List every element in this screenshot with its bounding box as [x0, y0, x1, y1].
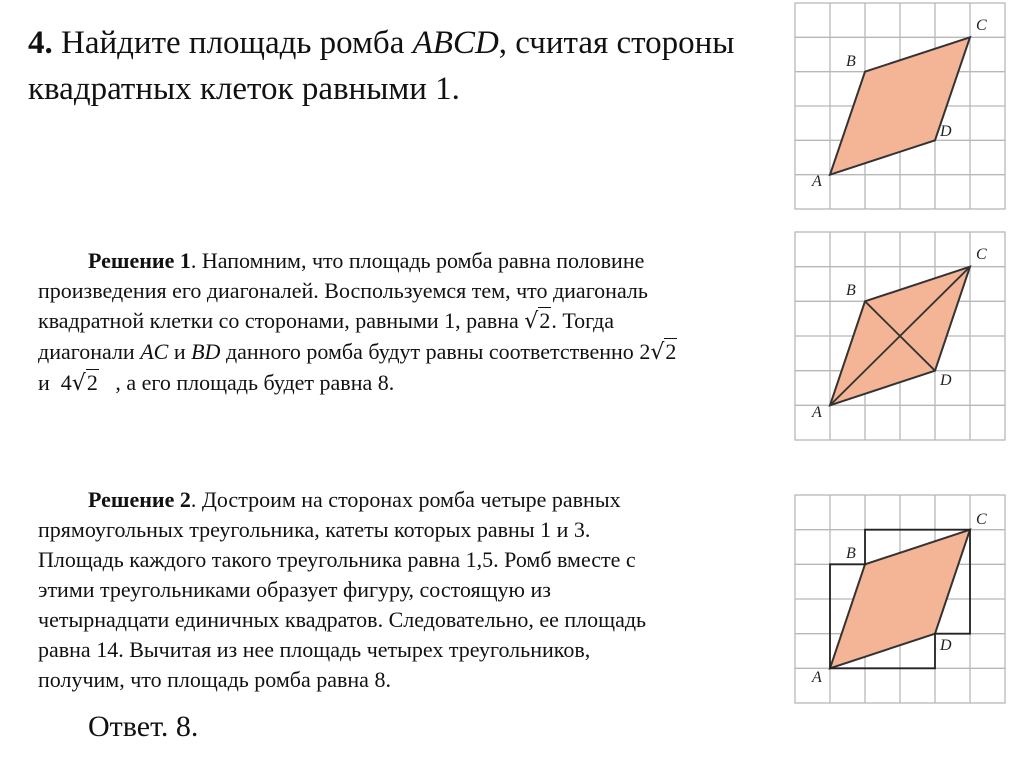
solution-2-line7: получим, что площадь ромба равна 8. — [38, 667, 391, 692]
vertex-label-a: A — [812, 669, 822, 686]
diagonal-bd: BD — [191, 339, 221, 364]
solution-1-line5b: , а его площадь будет равна 8. — [115, 370, 395, 395]
solution-2-line6: равна 14. Вычитая из нее площадь четырех треугольников, — [38, 637, 591, 662]
sqrt-expression: √2 — [524, 308, 551, 334]
problem-text-part1: Найдите площадь ромба — [61, 25, 413, 61]
solution-2-line2: прямоугольных треугольника, катеты которых равны 1 и 3. — [38, 517, 591, 542]
vertex-label-c: C — [976, 17, 987, 34]
vertex-label-d: D — [940, 372, 952, 389]
problem-rhombus-name: ABCD — [412, 25, 499, 61]
diagonal-ac: AC — [140, 339, 169, 364]
vertex-label-b: B — [846, 53, 856, 70]
figure-rhombus-diagonals — [794, 231, 1008, 443]
solution-2-line3: Площадь каждого такого треугольника равна 1,5. Ромб вместе с — [38, 547, 636, 572]
solution-2-line4: этими треугольниками образует фигуру, состоящую из — [38, 577, 551, 602]
problem-text-line2: квадратных клеток равными 1. — [28, 71, 460, 107]
figure-rhombus — [794, 2, 1008, 212]
figure-rhombus-triangles — [794, 494, 1008, 706]
vertex-label-c: C — [976, 246, 987, 263]
solution-2-heading: Решение 2 — [88, 487, 191, 512]
vertex-label-a: A — [812, 173, 822, 190]
answer: Ответ. 8. — [88, 710, 199, 743]
vertex-label-c: C — [976, 511, 987, 528]
solution-2-line1: . Достроим на сторонах ромба четыре равных — [190, 487, 621, 512]
solution-1-heading: Решение 1 — [88, 248, 191, 273]
coef-4: 4 — [60, 370, 72, 395]
solution-1-line4a: диагонали — [38, 339, 141, 364]
vertex-label-d: D — [940, 637, 952, 654]
solution-2 — [38, 485, 788, 695]
solution-1-line3b: . Тогда — [551, 308, 614, 333]
vertex-label-a: A — [812, 404, 822, 421]
sqrt-expression: √2 — [650, 339, 677, 365]
solution-1-line5a: и — [38, 370, 50, 395]
vertex-label-d: D — [940, 123, 952, 140]
solution-1 — [38, 246, 788, 399]
solution-2-line5: четырнадцати единичных квадратов. Следовательно, ее площадь — [38, 607, 647, 632]
solution-1-line4c: данного ромба будут равны соответственно — [220, 339, 634, 364]
solution-1-line4b: и — [168, 339, 192, 364]
vertex-label-b: B — [846, 282, 856, 299]
problem-text-part2: , считая стороны — [498, 25, 735, 61]
solution-1-line2: произведения его диагоналей. Воспользуемся тем, что диагональ — [38, 278, 648, 303]
problem-number: 4. — [28, 25, 53, 61]
solution-1-line1: . Напомним, что площадь ромба равна половине — [190, 248, 645, 273]
solution-1-line3a: квадратной клетки со сторонами, равными 1, равна — [38, 308, 519, 333]
problem-statement — [28, 20, 788, 112]
vertex-label-b: B — [846, 545, 856, 562]
coef-2: 2 — [639, 339, 651, 364]
sqrt-expression: √2 — [71, 370, 98, 396]
